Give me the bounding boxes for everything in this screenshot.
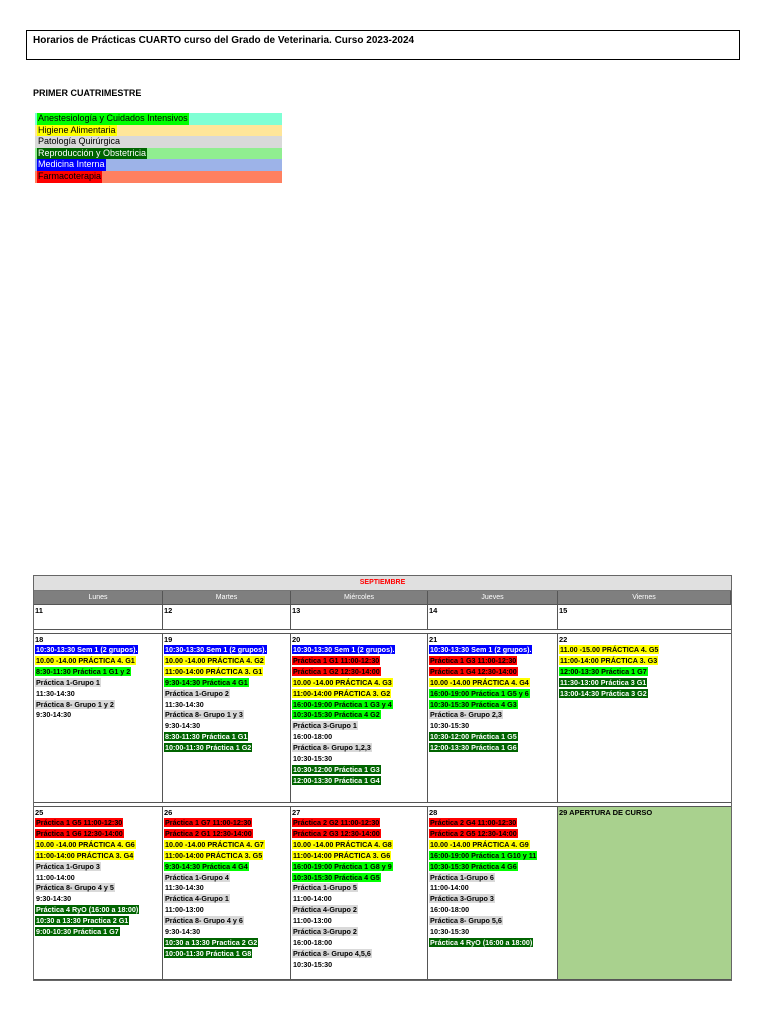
schedule-entry-text: 11:00-14:00 PRÁCTICA 3. G4 [36, 850, 134, 860]
schedule-entry-text: Práctica 1 G4 12:30-14:00 [430, 666, 517, 676]
schedule-entry [292, 883, 426, 894]
schedule-entry-text: Práctica 1-Grupo 3 [36, 861, 100, 871]
schedule-entry-text: 9:00-10:30 Práctica 1 G7 [36, 927, 119, 937]
schedule-entry [292, 927, 426, 938]
schedule-entry [35, 667, 161, 678]
schedule-entry [164, 700, 289, 711]
schedule-entry [292, 700, 426, 711]
schedule-entry-text: 10:30-15:30 Práctica 4 G3 [430, 699, 517, 709]
schedule-entry-text: Práctica 1 G1 11:00-12:30 [293, 655, 380, 665]
schedule-entry-text: 11:00-14:00 [430, 883, 469, 893]
schedule-entry [164, 689, 289, 700]
schedule-entry-text: 10.00 -14.00 PRÁCTICA 4. G8 [293, 839, 392, 849]
schedule-entry-text: 10.00 -14.00 PRÁCTICA 4. G4 [430, 677, 529, 687]
schedule-entry-text: Práctica 1-Grupo 4 [165, 872, 229, 882]
day-cell [163, 605, 291, 629]
schedule-entry-text: Práctica 8- Grupo 4 y 5 [36, 883, 114, 893]
month-header: SEPTIEMBRE [34, 576, 731, 591]
schedule-entry [292, 905, 426, 916]
schedule-entry-text: 9:30-14:30 [165, 721, 201, 731]
weekday-viernes: Viernes [558, 591, 731, 604]
schedule-entry [164, 732, 289, 743]
schedule-entry [559, 689, 730, 700]
schedule-entry-text: 8:30-11:30 Práctica 1 G1 [165, 732, 248, 742]
schedule-entry [35, 873, 161, 884]
schedule-entry [429, 905, 556, 916]
schedule-entry [429, 743, 556, 754]
schedule-entry-text: Práctica 1 G3 11:00-12:30 [430, 655, 517, 665]
schedule-entry-text: 10:30-13:30 Sem 1 (2 grupos). [36, 645, 138, 654]
day-cell [558, 634, 731, 802]
schedule-entry [35, 905, 161, 916]
schedule-entry-text: 9:30-14:30 [165, 927, 201, 937]
schedule-entry-text: 10:30-15:30 Práctica 4 G6 [430, 861, 517, 871]
schedule-entry-text: 9:30-14:30 Práctica 4 G1 [165, 677, 248, 687]
schedule-entry-text: 10:00-11:30 Práctica 1 G2 [165, 743, 252, 753]
day-cell [558, 807, 731, 979]
schedule-entry [559, 656, 730, 667]
schedule-entry-text: Práctica 4-Grupo 1 [165, 894, 229, 904]
day-cell [34, 634, 163, 802]
schedule-entry-text: 8:30-11:30 Práctica 1 G1 y 2 [36, 666, 131, 676]
schedule-entry-text: Práctica 3-Grupo 2 [293, 927, 357, 937]
schedule-entry [35, 829, 161, 840]
legend-item [35, 125, 282, 137]
schedule-entry-text: 11:00-14:00 PRÁCTICA 3. G3 [560, 655, 658, 665]
schedule-entry [559, 678, 730, 689]
schedule-entry [292, 656, 426, 667]
schedule-entry-text: Práctica 4 RyO (16:00 a 18:00) [36, 905, 139, 915]
schedule-entry-text: 11:30-14:30 [36, 688, 75, 698]
weekday-jueves: Jueves [428, 591, 558, 604]
weekday-header-row [34, 591, 731, 605]
schedule-entry-text: Práctica 3-Grupo 1 [293, 721, 357, 731]
schedule-entry-text: Práctica 8- Grupo 2,3 [430, 710, 502, 720]
document-title: Horarios de Prácticas CUARTO curso del Grado de Veterinaria. Curso 2023-2024 [33, 35, 415, 46]
schedule-entry-text: 11:00-14:00 [36, 872, 75, 882]
schedule-entry-text: 11.00 -15.00 PRÁCTICA 4. G5 [560, 645, 659, 654]
schedule-entry-text: 10:30 a 13:30 Practica 2 G1 [36, 916, 129, 926]
schedule-entry-text: Práctica 8- Grupo 5,6 [430, 916, 502, 926]
schedule-entry-text: Práctica 2 G3 12:30-14:00 [293, 828, 380, 838]
day-cell [558, 605, 731, 629]
schedule-entry [429, 656, 556, 667]
schedule-entry-text: 10:30-15:30 [293, 754, 333, 764]
schedule-entry [292, 645, 426, 656]
schedule-entry [35, 710, 161, 721]
schedule-entry [429, 851, 556, 862]
schedule-entry-text: 11:30-13:00 Práctica 3 G1 [560, 677, 647, 687]
day-cell [291, 807, 428, 979]
schedule-entry-text: Práctica 1 G2 12:30-14:00 [293, 666, 380, 676]
calendar-weeks [34, 605, 731, 980]
schedule-entry [35, 862, 161, 873]
schedule-entry [429, 829, 556, 840]
schedule-entry [164, 710, 289, 721]
schedule-entry [429, 894, 556, 905]
schedule-entry [429, 840, 556, 851]
schedule-entry-text: Práctica 1-Grupo 6 [430, 872, 494, 882]
schedule-entry-text: 11:00-13:00 [165, 905, 204, 915]
schedule-entry [35, 645, 161, 656]
day-number: 29 APERTURA DE CURSO [559, 808, 653, 817]
schedule-entry [429, 710, 556, 721]
schedule-entry [292, 732, 426, 743]
schedule-entry [164, 743, 289, 754]
schedule-entry [164, 667, 289, 678]
schedule-entry-text: 11:30-14:30 [165, 699, 204, 709]
day-number: 25 [35, 808, 44, 817]
schedule-entry-text: 9:30-14:30 [36, 710, 72, 720]
schedule-entry [429, 678, 556, 689]
schedule-entry-text: 10:30-15:30 Práctica 4 G2 [293, 710, 380, 720]
schedule-entry-text: Práctica 2 G1 12:30-14:00 [165, 828, 252, 838]
schedule-entry [164, 916, 289, 927]
schedule-entry [164, 678, 289, 689]
schedule-entry-text: Práctica 2 G4 11:00-12:30 [430, 818, 517, 827]
schedule-entry [164, 840, 289, 851]
day-cell [291, 605, 428, 629]
schedule-entry-text: 10:00-11:30 Práctica 1 G8 [165, 948, 252, 958]
schedule-entry [292, 754, 426, 765]
schedule-entry-text: Práctica 2 G5 12:30-14:00 [430, 828, 517, 838]
schedule-entry [164, 829, 289, 840]
schedule-entry-text: Práctica 1 G7 11:00-12:30 [165, 818, 252, 827]
schedule-entry [35, 840, 161, 851]
schedule-entry [164, 851, 289, 862]
schedule-entry [292, 862, 426, 873]
schedule-entry-text: 10:30-15:30 [293, 959, 333, 969]
schedule-entry-text: 10:30-15:30 [430, 927, 470, 937]
day-cell [428, 807, 558, 979]
schedule-entry-text: 13:00-14:30 Práctica 3 G2 [560, 688, 647, 698]
schedule-entry-text: 10.00 -14.00 PRÁCTICA 4. G1 [36, 655, 135, 665]
schedule-entry [35, 689, 161, 700]
day-number: 21 [429, 635, 438, 644]
schedule-entry-text: 10.00 -14.00 PRÁCTICA 4. G6 [36, 839, 135, 849]
document-title-box [26, 30, 740, 60]
schedule-entry-text: 10:30-12:00 Práctica 1 G3 [293, 764, 380, 774]
schedule-entry [35, 894, 161, 905]
section-heading: PRIMER CUATRIMESTRE [33, 88, 142, 98]
schedule-entry-text: Práctica 8- Grupo 4 y 6 [165, 916, 243, 926]
schedule-entry [292, 840, 426, 851]
schedule-entry [429, 645, 556, 656]
schedule-entry [164, 905, 289, 916]
schedule-entry-text: 10:30-13:30 Sem 1 (2 grupos). [430, 645, 532, 654]
schedule-entry [429, 916, 556, 927]
schedule-entry-text: 11:00-14:00 [293, 894, 332, 904]
schedule-entry-text: 11:00-13:00 [293, 916, 332, 926]
schedule-entry [35, 851, 161, 862]
schedule-entry-text: Práctica 1 G6 12:30-14:00 [36, 828, 123, 838]
legend-label: Patología Quirúrgica [38, 136, 121, 147]
schedule-entry-text: Práctica 1-Grupo 1 [36, 677, 100, 687]
schedule-entry [292, 949, 426, 960]
schedule-entry-text: 16:00-19:00 Práctica 1 G8 y 9 [293, 861, 392, 871]
schedule-entry-text: 10:30-15:30 Práctica 4 G5 [293, 872, 380, 882]
schedule-entry-text: 9:30-14:30 [36, 894, 72, 904]
schedule-entry [429, 862, 556, 873]
day-number: 18 [35, 635, 44, 644]
day-cell [163, 634, 291, 802]
schedule-entry [35, 700, 161, 711]
legend-item [35, 159, 282, 171]
legend-label: Farmacoterapia [38, 170, 102, 181]
schedule-entry [429, 938, 556, 949]
weekday-martes: Martes [163, 591, 291, 604]
schedule-entry [429, 873, 556, 884]
schedule-entry-text: 16:00-19:00 Práctica 1 G10 y 11 [430, 850, 537, 860]
schedule-entry [292, 776, 426, 787]
schedule-entry-text: 11:00-14:00 PRÁCTICA 3. G2 [293, 688, 391, 698]
day-number: 27 [292, 808, 301, 817]
schedule-entry [164, 949, 289, 960]
schedule-entry-text: 10.00 -14.00 PRÁCTICA 4. G3 [293, 677, 392, 687]
schedule-entry [35, 678, 161, 689]
schedule-entry-text: Práctica 1-Grupo 5 [293, 883, 357, 893]
day-cell [428, 605, 558, 629]
schedule-entry [164, 645, 289, 656]
legend-item [35, 171, 282, 183]
schedule-entry [429, 818, 556, 829]
day-cell [291, 634, 428, 802]
schedule-entry [35, 883, 161, 894]
calendar-week [34, 605, 731, 630]
schedule-entry-text: 11:00-14:00 PRÁCTICA 3. G5 [165, 850, 263, 860]
schedule-entry [429, 721, 556, 732]
day-number: 15 [559, 606, 568, 615]
schedule-entry [429, 700, 556, 711]
schedule-entry [292, 873, 426, 884]
schedule-entry [429, 883, 556, 894]
schedule-entry [292, 960, 426, 971]
legend-label: Reproducción y Obstetricia [38, 147, 147, 158]
schedule-entry-text: 16:00-18:00 [293, 937, 333, 947]
schedule-entry-text: Práctica 8- Grupo 1,2,3 [293, 743, 371, 753]
schedule-entry [292, 689, 426, 700]
legend-label: Medicina Interna [38, 159, 105, 170]
schedule-entry-text: 12:00-13:30 Práctica 1 G4 [293, 775, 380, 785]
day-number: 14 [429, 606, 438, 615]
legend-item [35, 113, 282, 125]
calendar-week [34, 807, 731, 980]
schedule-entry [292, 894, 426, 905]
schedule-entry [292, 721, 426, 732]
schedule-entry [164, 894, 289, 905]
schedule-entry-text: Práctica 8- Grupo 1 y 2 [36, 699, 114, 709]
day-number: 13 [292, 606, 301, 615]
legend-item [35, 136, 282, 148]
legend-item [35, 148, 282, 160]
day-cell [163, 807, 291, 979]
day-cell [34, 807, 163, 979]
schedule-entry-text: 10:30 a 13:30 Practica 2 G2 [165, 937, 258, 947]
schedule-calendar [33, 575, 732, 981]
schedule-entry-text: Práctica 4 RyO (16:00 a 18:00) [430, 937, 533, 947]
day-cell [428, 634, 558, 802]
schedule-entry [164, 862, 289, 873]
day-number: 20 [292, 635, 301, 644]
weekday-lunes: Lunes [34, 591, 163, 604]
schedule-entry-text: Práctica 3-Grupo 3 [430, 894, 494, 904]
schedule-entry [559, 667, 730, 678]
schedule-entry-text: Práctica 1-Grupo 2 [165, 688, 229, 698]
day-cell [34, 605, 163, 629]
schedule-entry-text: 11:00-14:00 PRÁCTICA 3. G1 [165, 666, 263, 676]
schedule-entry-text: Práctica 8- Grupo 1 y 3 [165, 710, 243, 720]
schedule-entry [429, 732, 556, 743]
schedule-entry [35, 916, 161, 927]
schedule-entry [164, 883, 289, 894]
schedule-entry [35, 927, 161, 938]
schedule-entry [292, 829, 426, 840]
schedule-entry-text: 16:00-19:00 Práctica 1 G5 y 6 [430, 688, 529, 698]
schedule-entry [292, 851, 426, 862]
schedule-entry-text: Práctica 8- Grupo 4,5,6 [293, 948, 371, 958]
schedule-entry-text: Práctica 2 G2 11:00-12:30 [293, 818, 380, 827]
schedule-entry-text: 10:30-15:30 [430, 721, 470, 731]
schedule-entry-text: 10:30-13:30 Sem 1 (2 grupos). [165, 645, 267, 654]
day-number: 22 [559, 635, 568, 644]
schedule-entry-text: 10.00 -14.00 PRÁCTICA 4. G9 [430, 839, 529, 849]
subject-legend [35, 113, 282, 183]
schedule-entry [292, 667, 426, 678]
schedule-entry [429, 927, 556, 938]
day-number: 26 [164, 808, 173, 817]
schedule-entry-text: 16:00-19:00 Práctica 1 G3 y 4 [293, 699, 392, 709]
schedule-entry [292, 678, 426, 689]
schedule-entry [164, 656, 289, 667]
schedule-entry [164, 938, 289, 949]
schedule-entry [164, 927, 289, 938]
schedule-entry [292, 743, 426, 754]
schedule-entry-text: 16:00-18:00 [430, 905, 470, 915]
schedule-entry-text: 12:00-13:30 Práctica 1 G6 [430, 743, 517, 753]
legend-label: Higiene Alimentaria [38, 124, 116, 135]
schedule-entry [35, 656, 161, 667]
schedule-entry-text: 11:00-14:00 PRÁCTICA 3. G6 [293, 850, 391, 860]
schedule-entry-text: 12:00-13:30 Práctica 1 G7 [560, 666, 647, 676]
calendar-week [34, 634, 731, 803]
schedule-entry-text: 16:00-18:00 [293, 732, 333, 742]
schedule-entry-text: Práctica 1 G5 11:00-12:30 [36, 818, 123, 827]
schedule-entry [559, 645, 730, 656]
schedule-entry [35, 818, 161, 829]
schedule-entry [292, 916, 426, 927]
day-number: 11 [35, 606, 43, 615]
schedule-entry-text: Práctica 4-Grupo 2 [293, 905, 357, 915]
schedule-entry [164, 873, 289, 884]
schedule-entry [292, 818, 426, 829]
schedule-entry-text: 10:30-12:00 Práctica 1 G5 [430, 732, 517, 742]
schedule-entry [164, 818, 289, 829]
schedule-entry-text: 11:30-14:30 [165, 883, 204, 893]
schedule-entry [429, 689, 556, 700]
schedule-entry [429, 667, 556, 678]
schedule-entry-text: 10.00 -14.00 PRÁCTICA 4. G7 [165, 839, 264, 849]
schedule-entry [292, 765, 426, 776]
schedule-entry-text: 9:30-14:30 Práctica 4 G4 [165, 861, 248, 871]
legend-label: Anestesiología y Cuidados Intensivos [38, 113, 188, 123]
schedule-entry-text: 10.00 -14.00 PRÁCTICA 4. G2 [165, 655, 264, 665]
schedule-entry-text: 10:30-13:30 Sem 1 (2 grupos). [293, 645, 395, 654]
weekday-miércoles: Miércoles [291, 591, 428, 604]
schedule-entry [164, 721, 289, 732]
schedule-entry [292, 938, 426, 949]
day-number: 12 [164, 606, 173, 615]
day-number: 19 [164, 635, 173, 644]
schedule-entry [292, 710, 426, 721]
day-number: 28 [429, 808, 438, 817]
